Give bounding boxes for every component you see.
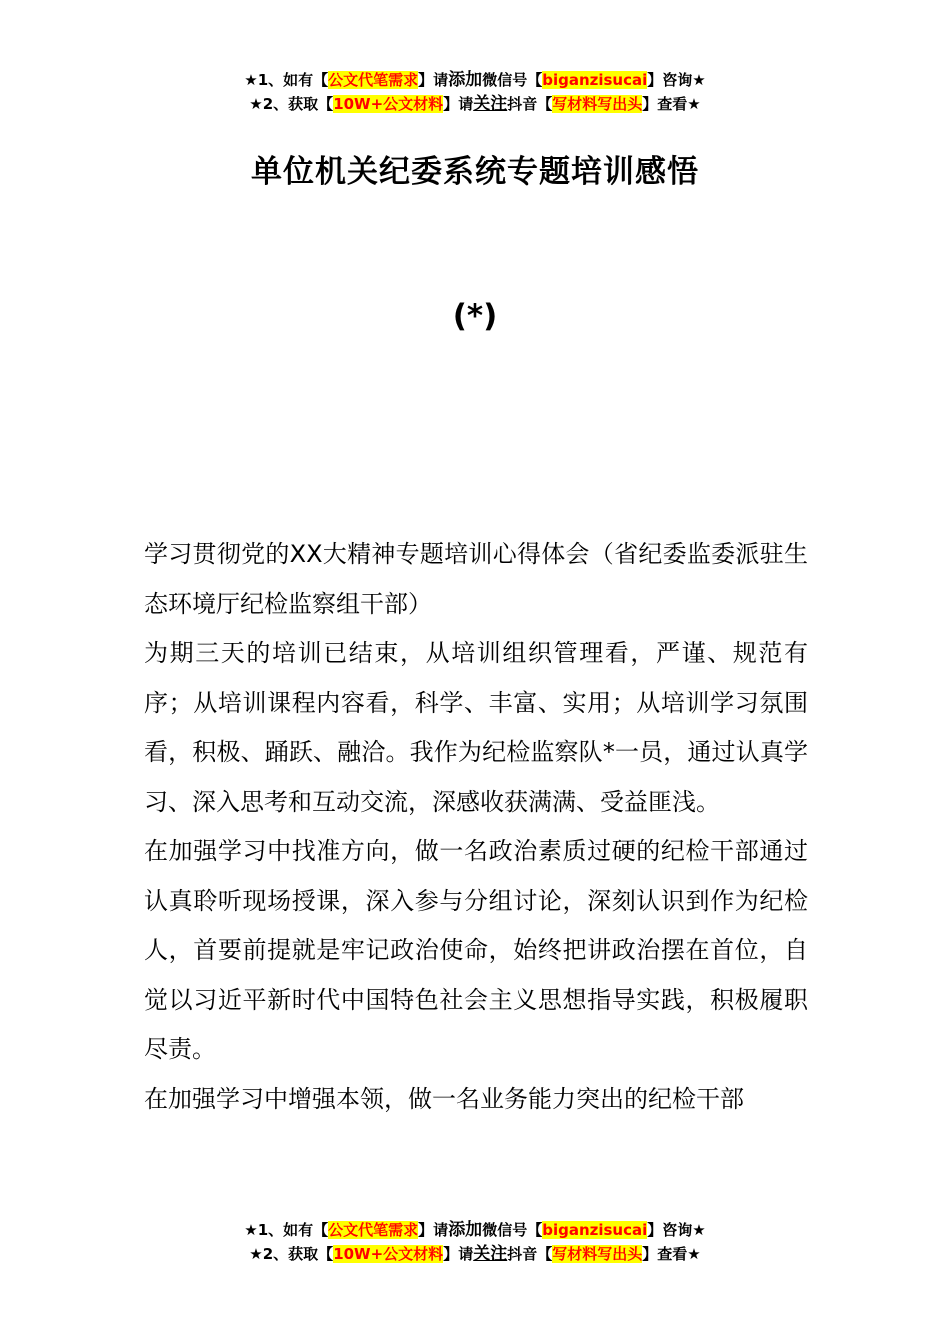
banner-highlight: biganzisucai [542, 1221, 648, 1239]
banner-text: 抖音【 [507, 1245, 553, 1263]
banner-text: 微信号【 [482, 1221, 543, 1239]
footer-banner [0, 1218, 950, 1266]
document-subtitle: (*) [452, 298, 498, 334]
banner-line-2 [0, 92, 950, 116]
banner-text: 】查看★ [642, 95, 701, 113]
banner-text: 】咨询★ [647, 1221, 706, 1239]
banner-emphasis: 添加 [448, 70, 483, 90]
banner-highlight: biganzisucai [542, 71, 648, 89]
banner-highlight: 公文代笔需求 [328, 71, 419, 89]
banner-text: 】请 [418, 1221, 449, 1239]
banner-emphasis: 添加 [448, 1220, 483, 1240]
banner-highlight: 10W+公文材料 [333, 1245, 444, 1263]
paragraph: 为期三天的培训已结束，从培训组织管理看，严谨、规范有序；从培训课程内容看，科学、丰富、实用；从培训学习氛围看，积极、踊跃、融洽。我作为纪检监察队*一员，通过认真学习、深入思考和互动交流，深感收获满满、受益匪浅。 [144, 639, 808, 816]
paragraph: 在加强学习中找准方向，做一名政治素质过硬的纪检干部通过认真聆听现场授课，深入参与分组讨论，深刻认识到作为纪检人，首要前提就是牢记政治使命，始终把讲政治摆在首位，自觉以习近平新时代中国特色社会主义思想指导实践，积极履职尽责。 [144, 837, 808, 1063]
banner-emphasis: 关注 [473, 1244, 508, 1264]
banner-text: 】查看★ [642, 1245, 701, 1263]
banner-line-1 [0, 1218, 950, 1242]
banner-text: 】请 [418, 71, 449, 89]
banner-highlight: 写材料写出头 [552, 95, 643, 113]
banner-highlight: 公文代笔需求 [328, 1221, 419, 1239]
banner-text: 】请 [443, 1245, 474, 1263]
banner-text: 抖音【 [507, 95, 553, 113]
banner-text: 】请 [443, 95, 474, 113]
paragraph: 学习贯彻党的XX大精神专题培训心得体会（省纪委监委派驻生态环境厅纪检监察组干部） [144, 540, 808, 618]
banner-line-1 [0, 68, 950, 92]
banner-text: ★1、如有【 [244, 71, 329, 89]
banner-text: 】咨询★ [647, 71, 706, 89]
banner-text: 微信号【 [482, 71, 543, 89]
document-title: 单位机关纪委系统专题培训感悟 [251, 154, 699, 190]
header-banner [0, 68, 950, 116]
banner-text: ★2、获取【 [249, 95, 334, 113]
document-body [144, 530, 808, 1124]
banner-text: ★1、如有【 [244, 1221, 329, 1239]
banner-text: ★2、获取【 [249, 1245, 334, 1263]
banner-line-2 [0, 1242, 950, 1266]
paragraph: 在加强学习中增强本领，做一名业务能力突出的纪检干部 [144, 1084, 744, 1113]
banner-highlight: 写材料写出头 [552, 1245, 643, 1263]
banner-highlight: 10W+公文材料 [333, 95, 444, 113]
banner-emphasis: 关注 [473, 94, 508, 114]
